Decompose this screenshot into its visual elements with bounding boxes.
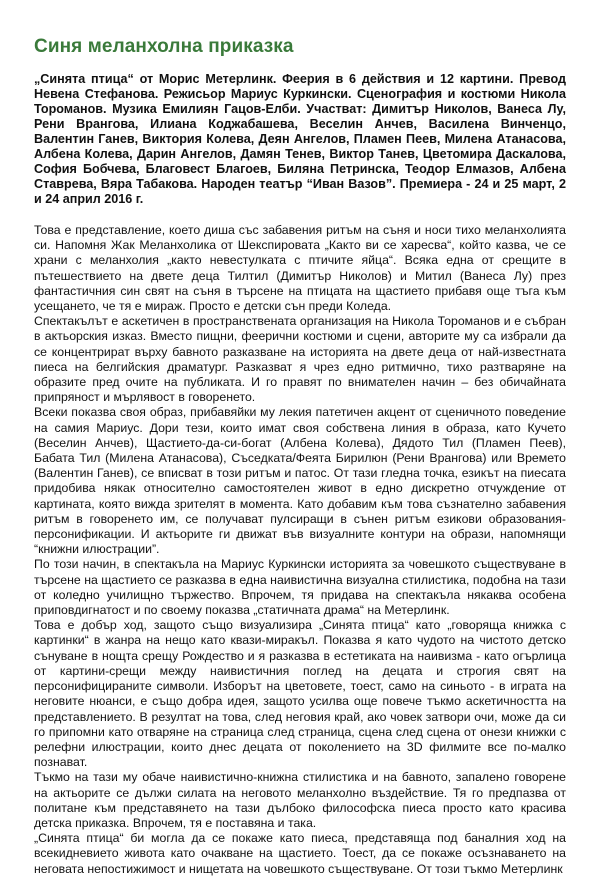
paragraph-5: Това е добър ход, защото също визуализира „Синята птица“ като „говоряща книжка с картинки“ в жанра на нещо като квази-миракъл. Показва я като чудото на чистото детско сънуване в нощта срещу Рождество и я разказва в естетиката на наивизма - като огърлица от картини-срещи между наивистичния поглед на децата и строгия свят на персонифицираните символи. Изборът на цветовете, тоест, само на синьото - в играта на неговите нюанси, е също добра идея, защото усилва още повече тъкмо аскетичността на представлението. В резултат на това, след неговия край, ако човек затвори очи, може да си го припомни като отваряне на страница след страница, сцена след сцена от онези книжки с релефни илюстрации, които днес децата от поколението на 3D филмите все по-малко познават. [34, 618, 566, 770]
paragraph-1: Това е представление, което диша със забавения ритъм на съня и носи тихо меланхолията си. Напомня Жак Меланхолика от Шекспировата „Както ви се харесва“, който казва, че се храни с меланхолия „както невестулката с птичите яйца“. Всяка една от срещите в пътешествието на двете деца Тилтил (Димитър Николов) и Митил (Ванеса Лу) през фантастичния син свят на съня в търсене на птицата на щастието прибавя още тъга към усещането, че тя е мираж. Просто е детски сън преди Коледа. [34, 223, 566, 314]
paragraph-4: По този начин, в спектакъла на Мариус Куркински историята за човешкото съществуване в търсене на щастието се разказва в една наивистична визуална стилистика, подобна на тази от коледно училищно тържество. Впрочем, тя придава на спектакъла някаква особена приповдигнатост и по своему показва „статичната драма“ на Метерлинк. [34, 557, 566, 618]
paragraph-2: Спектакълът е аскетичен в пространствената организация на Никола Тороманов и е събран в актьорския изказ. Вместо пищни, феерични костюми и сцени, авторите му са избрали да се концентрират върху бавното разказване на историята на двете деца от най-известната пиеса на белгийския драматург. Разказват я чрез едно ритмично, тихо разтваряне на образите пред очите на публиката. И го правят по внимателен начин – без обичайната припряност и мърлявост в говоренето. [34, 314, 566, 405]
paragraph-7: „Синята птица“ би могла да се покаже като пиеса, представяща под баналния ход на всекидневието живота като очакване на щастието. Тоест, да се покаже осъзнаването на неговата непостижимост и нищетата на човешкото съществуване. От този тъкмо Метерлинк [34, 831, 566, 876]
article-title: Синя меланхолна приказка [34, 36, 294, 57]
production-credits: „Синята птица“ от Морис Метерлинк. Феерия в 6 действия и 12 картини. Превод Невена Стефанова. Режисьор Мариус Куркински. Сценография и костюми Никола Тороманов. Музика Емилиян Гацов-Елби. Участват: Димитър Николов, Ванеса Лу, Рени Врангова, Илиана Коджабашева, Веселин Анчев, Василена Винченцо, Валентин Ганев, Виктория Колева, Деян Ангелов, Пламен Пеев, Милена Атанасова, Албена Колева, Дарин Ангелов, Дамян Тенев, Виктор Танев, Цветомира Даскалова, София Бобчева, Благовест Благоев, Биляна Петринска, Теодор Елмазов, Албена Ставрева, Вяра Табакова. Народен театър “Иван Вазов”. Премиера - 24 и 25 март, 2 и 24 април 2016 г. [34, 72, 566, 206]
paragraph-3: Всеки показва своя образ, прибавяйки му лекия патетичен акцент от сценичното поведение на самия Мариус. Дори тези, които имат своя собствена линия в образа, като Кучето (Веселин Анчев), Щастието-да-си-богат (Албена Колева), Дядото Тил (Пламен Пеев), Бабата Тил (Милена Атанасова), Съседката/Феята Бирилюн (Рени Врангова) или Времето (Валентин Ганев), се вписват в този ритъм и патос. От тази гледна точка, езикът на пиесата придобива някак относително самостоятелен живот в едно дискретно отчуждение от картината, която вижда зрителят в момента. Като добавим към това съзнателно забавения ритъм в говоренето им, се получават пулсиращи в сънен ритъм езикови образования-персонификации. И актьорите ги движат във визуалните контури на образи, напомнящи “книжни илюстрации”. [34, 405, 566, 557]
paragraph-6: Тъкмо на тази му обаче наивистично-книжна стилистика и на бавното, запалено говорене на актьорите се дължи силата на неговото меланхолно въздействие. Тя го предпазва от политане към представянето на тази дълбоко философска пиеса просто като красива детска приказка. Впрочем, тя е поставяна и така. [34, 770, 566, 830]
